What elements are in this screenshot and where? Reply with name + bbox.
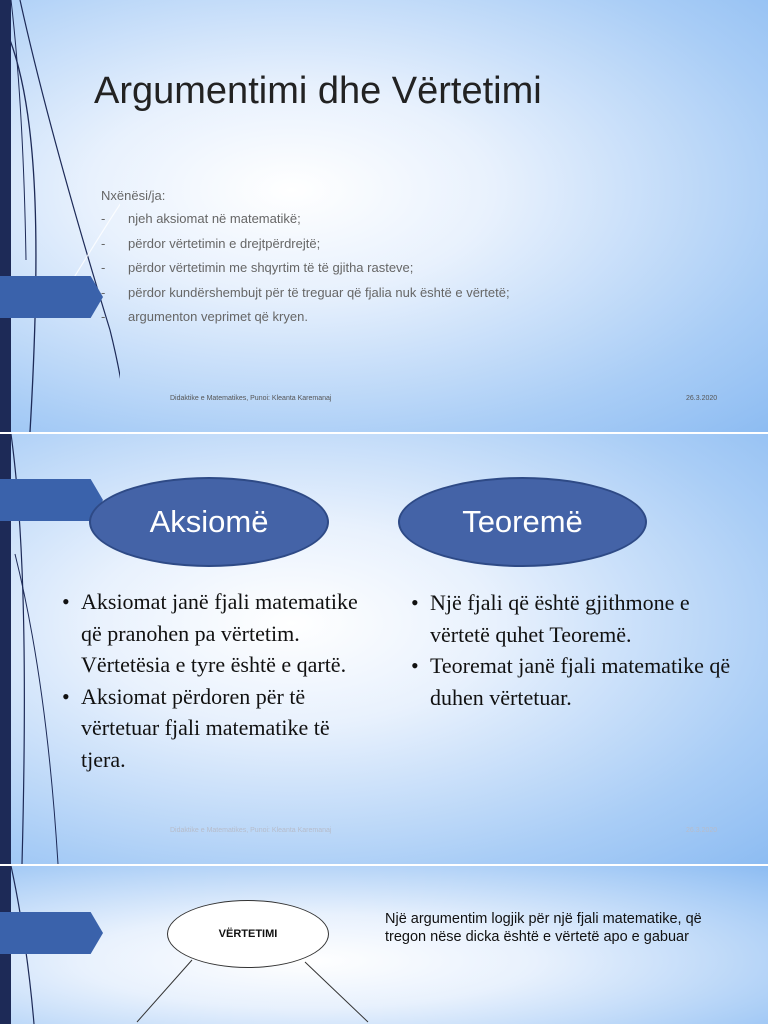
slide-title: Argumentimi dhe Vërtetimi — [94, 70, 542, 112]
axiom-bullets — [62, 586, 362, 775]
slide-1: Argumentimi dhe Vërtetimi Nxënësi/ja: - njeh aksiomat në matematikë; - përdor vërtetimin e drejtpërdrejtë; - përdor vërtetimin me shqyrtim të të gjitha rasteve; - përdor kundërshembujt për të treguar që fjalia nuk është e vërtetë; - argumenton veprimet që kryen. Didaktike e Matematikes, Punoi: Kleanta Karemanaj 26.3.2020 — [0, 0, 768, 432]
theorem-bullets — [411, 587, 751, 713]
proof-definition: Një argumentim logjik për një fjali matematike, që tregon nëse dicka është e vërtetë apo e gabuar — [385, 911, 702, 945]
list-item: • Një fjali që është gjithmone e vërtetë quhet Teoremë. — [411, 587, 751, 650]
list-item: • Teoremat janë fjali matematike që duhen vërtetuar. — [411, 650, 751, 713]
list-item: • Aksiomat janë fjali matematike që pranohen pa vërtetim. Vërtetësia e tyre është e qartë. — [62, 586, 362, 681]
footer-author: Didaktike e Matematikes, Punoi: Kleanta Karemanaj — [170, 395, 332, 402]
axiom-heading-ellipse: Aksiomë — [89, 477, 329, 567]
proof-oval: VËRTETIMI — [167, 900, 329, 968]
footer-date: 26.3.2020 — [686, 395, 718, 402]
footer-date: 26.3.2020 — [686, 827, 718, 834]
arrow-tab — [0, 912, 103, 954]
footer-author: Didaktike e Matematikes, Punoi: Kleanta Karemanaj — [170, 827, 332, 834]
list-item: • Aksiomat përdoren për të vërtetuar fjali matematike të tjera. — [62, 681, 362, 776]
arrow-tab — [0, 479, 103, 521]
arrow-tab — [0, 276, 103, 318]
theorem-heading-ellipse: Teoremë — [398, 477, 647, 567]
intro-text: Nxënësi/ja: — [101, 188, 166, 203]
